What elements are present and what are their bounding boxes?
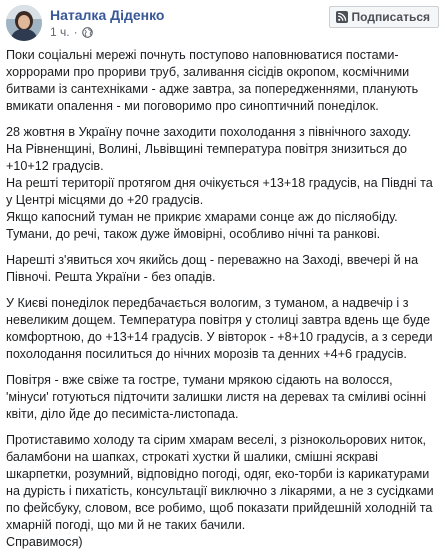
post-line: вмикати опалення - ми поговоримо про синоптичний понеділок.	[6, 99, 379, 113]
post-line: Справимося)	[6, 535, 83, 549]
globe-icon[interactable]	[82, 27, 93, 38]
post-line: комфортною, до +13+14 градусів. У вівторок - +8+10 градусів, а з середи	[6, 330, 433, 344]
meta-separator: ·	[73, 25, 78, 39]
post-line: хоррорами про прориви труб, заливання сісідів окропом, космічними	[6, 65, 410, 79]
post-line: по фейсбуку, словом, все робимо, щоб показати прийдешній холодній та	[6, 501, 433, 515]
post-line: похолодання посилиться до нічних морозів та денних +4+6 градусів.	[6, 347, 407, 361]
post-line: Тумани, до речі, також дуже ймовірні, особливо нічні та ранкові.	[6, 227, 381, 241]
post-line: 28 жовтня в Україну почне заходити похолодання з північного заходу.	[6, 125, 412, 139]
post-line: +10+12 градусів.	[6, 159, 104, 173]
post-line: Якщо капосний туман не прикриє хмарами сонце аж до післяобіду.	[6, 210, 398, 224]
post-line: хмарній погоді, що ми й не таких бачили.	[6, 518, 246, 532]
post-paragraph	[6, 295, 438, 363]
post-paragraph	[6, 124, 438, 243]
post-line: У Києві понеділок передбачається вологим, з туманом, а надвечір і з	[6, 296, 409, 310]
post-meta	[50, 25, 93, 39]
post-line: шкарпетки, розумний, відповідно погоді, одяг, еко-торби із карикатурами	[6, 467, 430, 481]
post-line: на дурість і пихатість, консультації виключно з лікарями, а не з сусідками	[6, 484, 434, 498]
post-body	[6, 47, 438, 560]
post-line: квіти, діло йде до песимістa-листопада.	[6, 407, 239, 421]
post-line: невеликим дощем. Температура повітря у столиці завтра вдень ще буде	[6, 313, 431, 327]
post-header	[0, 0, 445, 46]
post-line: Нарешті з'явиться хоч якийсь дощ - переважно на Заході, ввечері й на	[6, 253, 419, 267]
post-line: На Рівненщині, Волині, Львівщині температура повітря знизиться до	[6, 142, 408, 156]
avatar[interactable]	[6, 5, 42, 41]
post-line: Протиставимо холоду та сірим хмарам веселі, з різнокольорових ниток,	[6, 433, 427, 447]
post-line: у Центрі місцями до +20 градусів.	[6, 193, 204, 207]
rss-icon	[336, 11, 348, 23]
post-paragraph	[6, 432, 438, 551]
post-line: баламбони на шапках, строкаті хустки й шалики, смішні яскраві	[6, 450, 378, 464]
post-line: Півночі. Решта України - без опадів.	[6, 270, 216, 284]
post-line: Поки соціальні мережі почнуть поступово наповнюватися постами-	[6, 48, 399, 62]
subscribe-button[interactable]	[329, 6, 439, 28]
post-line: Повітря - вже свіже та гостре, тумани мрякою сідають на волосся,	[6, 373, 393, 387]
post-paragraph	[6, 47, 438, 115]
post-paragraph	[6, 252, 438, 286]
post-line: битвами із сантехніками - адже завтра, за попередженнями, планують	[6, 82, 419, 96]
avatar-photo-icon	[6, 5, 42, 41]
post-line: 'мінуси' готуються підточити залишки листя на деревах та сміливі осінні	[6, 390, 427, 404]
author-name[interactable]: Наталка Діденко	[50, 7, 165, 23]
post-paragraph	[6, 372, 438, 423]
post-timestamp[interactable]: 1 ч.	[50, 25, 70, 39]
subscribe-label: Подписаться	[351, 10, 430, 24]
post-line: На решті території протягом дня очікується +13+18 градусів, на Півдні та	[6, 176, 433, 190]
